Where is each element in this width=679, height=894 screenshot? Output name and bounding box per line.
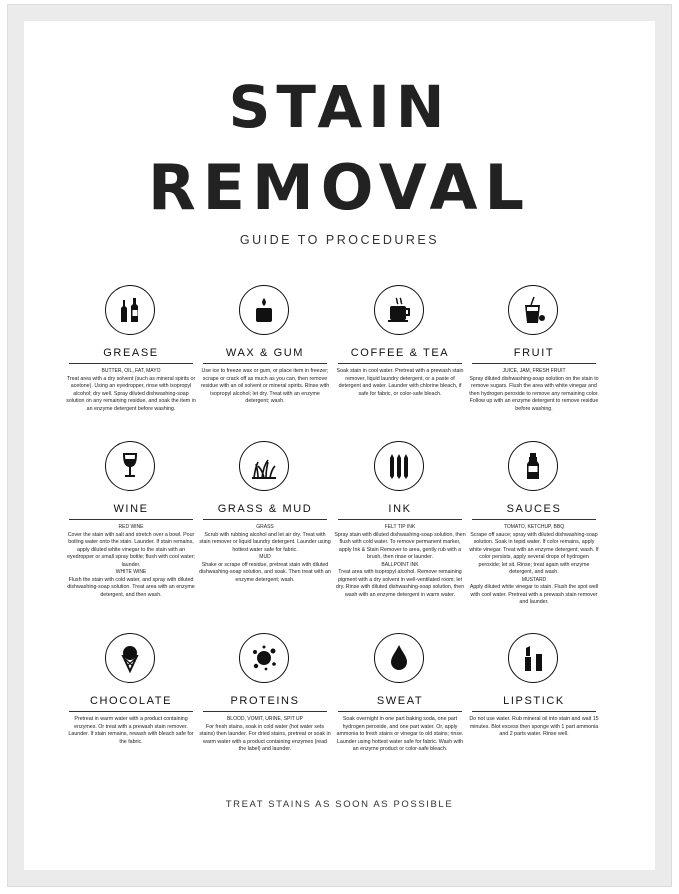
juice-glass-icon: [517, 294, 549, 326]
stain-type-heading: FELT TIP INK: [384, 524, 416, 530]
section-label: WINE: [113, 503, 149, 515]
stain-type-heading: MUSTARD: [521, 576, 547, 583]
procedure-text: Spray stain with diluted dishwashing-soap solution, then flush with cold water. To remove permanent marker, apply Ink & Stain Remover to area, gently rub with a brush, then rinse or launder.: [334, 531, 466, 560]
section-body: [334, 368, 466, 398]
section-body: [199, 716, 331, 754]
section-body: [65, 716, 197, 746]
procedure-text: For fresh stains, soak in cold water (hot water sets stains) then launder. For dried stains, pretreat or soak in warm water with a product containing enzymes (read the label) and launder.: [199, 723, 331, 752]
section-label: FRUIT: [513, 347, 555, 359]
section-divider: [203, 363, 327, 364]
procedure-text: Treat area with a dry solvent (such as mineral spirits or acetone). Using an eyedropper, rinse with isopropyl alcohol; dry well. Spray diluted dishwashing-soap solution on any remaining residue, and soak the item in an enzyme detergent before washing.: [66, 375, 196, 412]
stain-type-heading: BLOOD, VOMIT, URINE, SPIT UP: [226, 716, 304, 722]
procedure-text: Do not use water. Rub mineral oil into stain and wait 15 minutes. Blot excess then sponge with 1 part ammonia and 2 parts water. Rinse well.: [469, 716, 599, 737]
section-divider: [69, 519, 193, 520]
procedure-text: Apply diluted white vinegar to stain. Flush the spot well with cool water. Pretreat with a prewash stain remover and launder.: [469, 584, 599, 605]
section-label: SWEAT: [376, 695, 424, 707]
sauce-bottle-icon: [517, 450, 549, 482]
section-label: GRASS & MUD: [217, 503, 313, 515]
section-divider: [338, 363, 462, 364]
section-body: [65, 524, 197, 599]
icon-circle: [105, 285, 155, 335]
procedure-text: Cover the stain with salt and stretch over a bowl. Pour boiling water onto the stain. Launder. If stain remains, apply diluted white vinegar to the stain with an eyedropper or small spray bottle; flush with cool water; launder.: [67, 531, 195, 568]
icon-circle: [374, 441, 424, 491]
procedure-text: Flush the stain with cold water, and spray with diluted dishwashing-soap solution. Treat area with an enzyme detergent, and then wash.: [67, 576, 195, 598]
procedure-text: Soak stain in cool water. Pretreat with a prewash stain remover, liquid laundry detergent, or a paste of detergent and water. Launder with chlorine bleach, if safe for fabric, or color-safe bleach.: [336, 368, 464, 397]
ice-cream-icon: [114, 642, 146, 674]
section-body: [199, 524, 331, 584]
section-divider: [203, 519, 327, 520]
grass-icon: [248, 450, 280, 482]
title-line-2: REMOVAL: [147, 151, 532, 224]
section-label: GREASE: [103, 347, 159, 359]
icon-circle: [105, 633, 155, 683]
section-body: [468, 368, 600, 413]
icon-circle: [508, 441, 558, 491]
stain-type-heading: TOMATO, KETCHUP, BBQ: [503, 524, 565, 530]
section-divider: [338, 519, 462, 520]
section-body: [334, 716, 466, 754]
section-label: LIPSTICK: [503, 695, 565, 707]
procedure-text: Treat area with isopropyl alcohol. Remove remaining pigment with a dry solvent in well-ventilated room; let dry. Rinse with diluted dishwashing-soap solution, then wash with an enzyme detergent in warm water.: [335, 569, 465, 598]
stain-type-heading: MUD: [259, 554, 271, 560]
lipstick-icon: [517, 642, 549, 674]
icon-circle: [374, 285, 424, 335]
procedure-text: Scrape off sauce; spray with diluted dishwashing-soap solution. Soak in tepid water. If color remains, apply white vinegar. Treat with an enzyme detergent; wash. If color persists, apply several drops of hydrogen peroxide; let sit. Rinse; treat again with enzyme detergent, and wash.: [469, 531, 599, 575]
drop-icon: [383, 642, 415, 674]
pens-icon: [383, 450, 415, 482]
stain-type-heading: JUICE, JAM, FRESH FRUIT: [502, 368, 566, 374]
icon-circle: [239, 285, 289, 335]
icon-circle: [508, 633, 558, 683]
section-divider: [472, 363, 596, 364]
section-divider: [203, 711, 327, 712]
stain-type-heading: GRASS: [256, 524, 274, 530]
section-divider: [338, 711, 462, 712]
splatter-icon: [248, 642, 280, 674]
icon-circle: [239, 441, 289, 491]
section-body: [468, 716, 600, 739]
procedure-text: Soak overnight in one part baking soda, one part hydrogen peroxide, and one part water. Or, apply ammonia to fresh stains or vinegar to old stains; rinse. Launder using hottest water safe for fabric. Wash with an enzyme product or color-safe bleach.: [336, 716, 464, 752]
section-divider: [69, 363, 193, 364]
icon-circle: [105, 441, 155, 491]
section-label: WAX & GUM: [225, 347, 305, 359]
procedure-text: Use ice to freeze wax or gum, or place item in freezer; scrape or crack off as much as you can, then remove residue with an oil solvent or mineral spirits. Rinse with isopropyl alcohol; let dry. Treat with an enzyme detergent; wash.: [200, 368, 330, 404]
section-label: INK: [388, 503, 412, 515]
section-label: CHOCOLATE: [89, 695, 173, 707]
icon-circle: [374, 633, 424, 683]
section-divider: [472, 519, 596, 520]
section-label: SAUCES: [506, 503, 562, 515]
section-body: [334, 524, 466, 599]
section-body: [199, 368, 331, 406]
coffee-cup-icon: [383, 294, 415, 326]
poster: [24, 21, 655, 870]
procedure-text: Scrub with rubbing alcohol and let air dry. Treat with stain remover or liquid laundry detergent. Launder using hottest water safe for fabric.: [199, 531, 331, 553]
stain-type-heading: BALLPOINT INK: [381, 561, 419, 568]
stain-type-heading: RED WINE: [118, 524, 144, 530]
icon-circle: [239, 633, 289, 683]
subtitle: GUIDE TO PROCEDURES: [239, 233, 440, 247]
section-body: [468, 524, 600, 607]
procedure-text: Spray diluted dishwashing-soap solution on the stain to remove sugars. Flush the area with white vinegar and then hydrogen peroxide to remove any remaining color. Follow up with an enzyme detergent to remove residue before washing.: [469, 375, 599, 412]
bottles-icon: [114, 294, 146, 326]
candle-icon: [248, 294, 280, 326]
stain-type-heading: WHITE WINE: [115, 569, 147, 575]
icon-circle: [508, 285, 558, 335]
section-label: COFFEE & TEA: [350, 347, 450, 359]
stain-type-heading: BUTTER, OIL, FAT, MAYO: [101, 368, 161, 374]
procedure-text: Shake or scrape off residue, pretreat stain with diluted dishwashing-soap solution, and soak. Then treat with an enzyme detergent; wash.: [199, 561, 331, 583]
procedure-text: Pretreat in warm water with a product containing enzymes. Or treat with a prewash stain remover. Launder. If stain remains, rewash with bleach safe for the fabric.: [68, 716, 194, 745]
section-divider: [69, 711, 193, 712]
footer-note: TREAT STAINS AS SOON AS POSSIBLE: [225, 799, 454, 810]
title-line-1: STAIN: [228, 73, 451, 141]
section-label: PROTEINS: [230, 695, 300, 707]
wine-glass-icon: [114, 450, 146, 482]
section-body: [65, 368, 197, 413]
section-divider: [472, 711, 596, 712]
